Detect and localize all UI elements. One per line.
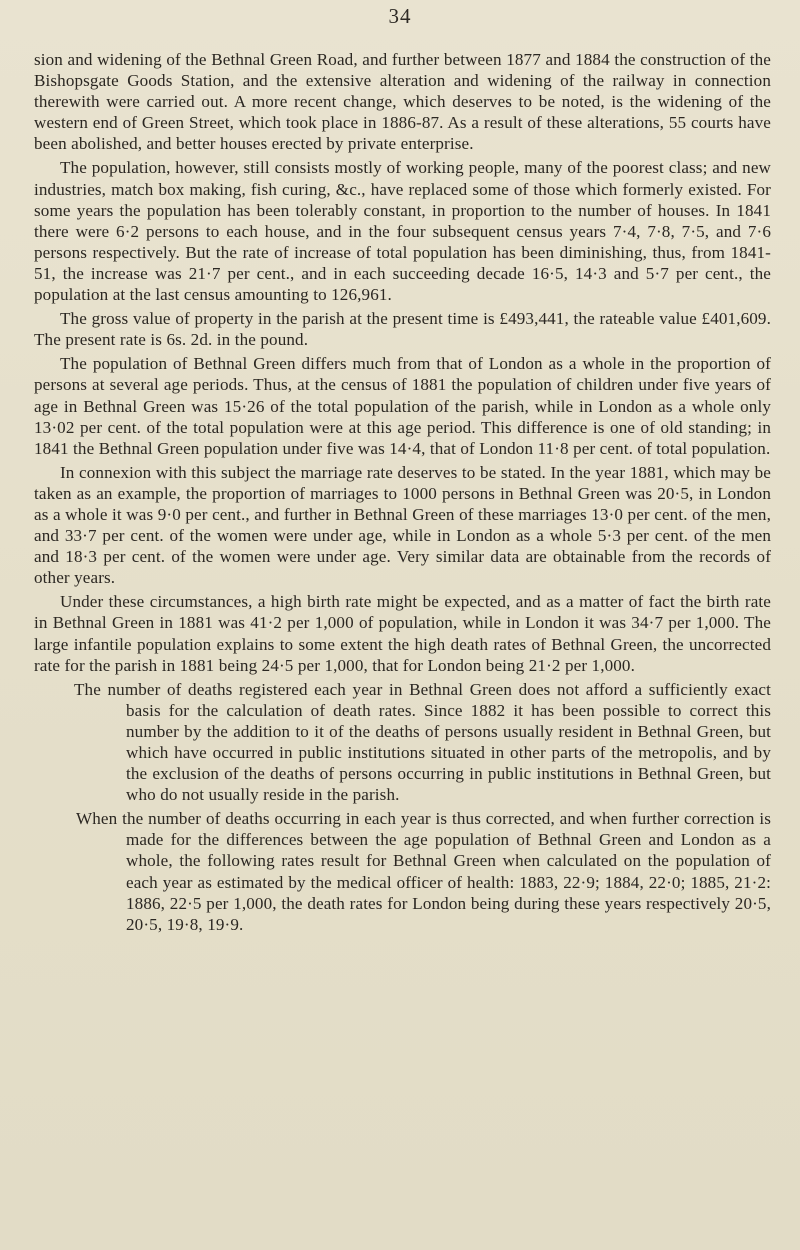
page-number: 34	[388, 4, 412, 28]
paragraph-marriage-rate: In connexion with this subject the marriage rate deserves to be stated. In the year 1881, which may be taken as an example, the proportion of marriages to 1000 persons in Bethnal Green was 20·5, in London as a whole it was 9·0 per cent., and further in Bethnal Green of these marriages 13·0 per cent. of the men, and 33·7 per cent. of the women were under age, while in London as a whole 5·3 per cent. of the men and 18·3 per cent. of the women were under age. Very similar data are obtainable from the records of other years.	[34, 462, 771, 588]
paragraph-deaths-registered: The number of deaths registered each year in Bethnal Green does not afford a sufficiently exact basis for the calculation of death rates. Since 1882 it has been possible to correct this number by the addition to it of the deaths of persons usually resident in Bethnal Green, but which have occurred in public institutions situated in other parts of the metropolis, and by the exclusion of the deaths of persons occurring in public institutions in Bethnal Green, but who do not usually reside in the parish.	[74, 679, 771, 805]
paragraph-street-alterations: sion and widening of the Bethnal Green Road, and further between 1877 and 1884 the construction of the Bishopsgate Goods Station, and the extensive alteration and widening of the railway in connection therewith were carried out. A more recent change, which deserves to be noted, is the widening of the western end of Green Street, which took place in 1886-87. As a result of these alterations, 55 courts have been abolished, and better houses erected by private enterprise.	[34, 50, 771, 154]
paragraph-corrected-death-rates: When the number of deaths occurring in each year is thus corrected, and when further correction is made for the differences between the age population of Bethnal Green and London as a whole, the following rates result for Bethnal Green when calculated on the population of each year as estimated by the medical officer of health: 1883, 22·9; 1884, 22·0; 1885, 21·2: 1886, 22·5 per 1,000, the death rates for London being during these years respectively 20·5, 20·5, 19·8, 19·9.	[76, 809, 771, 934]
paragraph-birth-rate: Under these circumstances, a high birth rate might be expected, and as a matter of fact the birth rate in Bethnal Green in 1881 was 41·2 per 1,000 of population, while in London it was 34·7 per 1,000. The large infantile population explains to some extent the high death rates of Bethnal Green, the uncorrected rate for the parish in 1881 being 24·5 per 1,000, that for London being 21·2 per 1,000.	[34, 592, 771, 675]
paragraph-property-value: The gross value of property in the parish at the present time is £493,441, the rateable value £401,609. The present rate is 6s. 2d. in the pound.	[34, 309, 771, 350]
paragraph-population-industries: The population, however, still consists mostly of working people, many of the poorest class; and new industries, match box making, fish curing, &c., have replaced some of those which formerly existed. For some years the population has been tolerably constant, in proportion to the number of houses. In 1841 there were 6·2 persons to each house, and in the four subsequent census years 7·4, 7·8, 7·5, and 7·6 persons respectively. But the rate of increase of total population has been diminishing, thus, from 1841-51, the increase was 21·7 per cent., and in each succeeding decade 16·5, 14·3 and 5·7 per cent., the population at the last census amounting to 126,961.	[34, 158, 771, 305]
document-body	[34, 49, 771, 938]
paragraph-age-periods: The population of Bethnal Green differs much from that of London as a whole in the proportion of persons at several age periods. Thus, at the census of 1881 the population of children under five years of age in Bethnal Green was 15·26 of the total population of the parish, while in London as a whole only 13·02 per cent. of the total population were at this age period. This difference is one of old standing; in 1841 the Bethnal Green population under five was 14·4, that of London 11·8 per cent. of total population.	[34, 354, 771, 458]
